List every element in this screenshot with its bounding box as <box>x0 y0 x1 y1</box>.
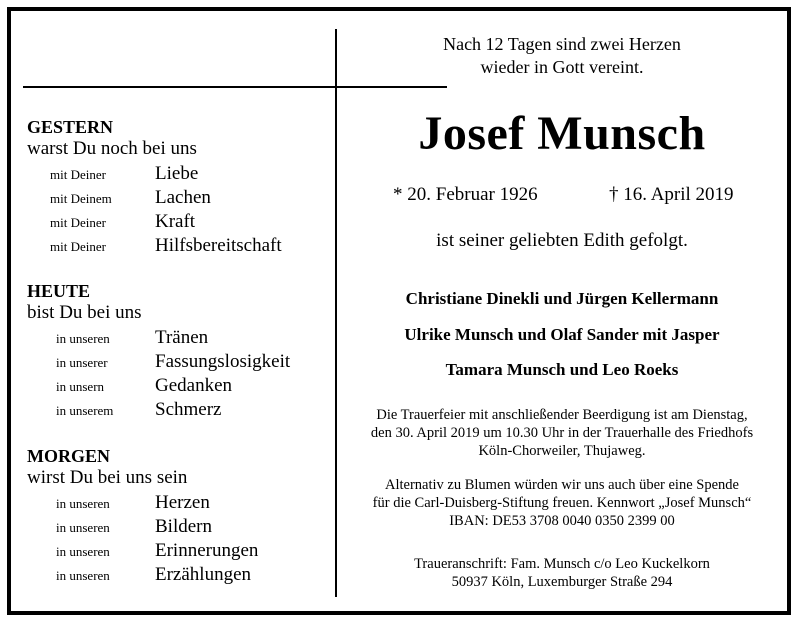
donation-line: IBAN: DE53 3708 0040 0350 2399 00 <box>449 513 675 529</box>
poem-row <box>25 375 325 399</box>
cross-horizontal-line <box>23 86 447 88</box>
relative-line: Tamara Munsch und Leo Roeks <box>445 360 679 379</box>
row-word: Bildern <box>155 516 212 537</box>
row-prefix: in unsern <box>56 379 105 394</box>
poem-row <box>25 351 325 375</box>
deceased-name: Josef Munsch <box>418 107 706 160</box>
address-text <box>337 555 787 591</box>
row-prefix: mit Deinem <box>50 191 112 206</box>
poem-row <box>25 492 325 516</box>
row-word: Tränen <box>155 327 209 348</box>
address-line: 50937 Köln, Luxemburger Straße 294 <box>451 574 673 590</box>
row-word: Schmerz <box>155 399 222 420</box>
row-word: Lachen <box>155 187 211 208</box>
row-prefix: in unseren <box>56 496 110 511</box>
section-title: MORGEN <box>27 446 110 466</box>
life-dates <box>337 183 787 207</box>
address-line: Traueranschrift: Fam. Munsch c/o Leo Kuckelkorn <box>414 556 710 572</box>
row-word: Erzählungen <box>155 564 252 585</box>
row-prefix: in unserem <box>56 403 114 418</box>
donation-line: Alternativ zu Blumen würden wir uns auch über eine Spende <box>385 477 739 493</box>
poem-row <box>25 399 325 423</box>
poem-row <box>25 163 325 187</box>
row-prefix: in unseren <box>56 331 110 346</box>
row-prefix: in unserer <box>56 355 108 370</box>
ceremony-line: den 30. April 2019 um 10.30 Uhr in der Trauerhalle des Friedhofs <box>370 425 754 441</box>
row-prefix: in unseren <box>56 520 110 535</box>
row-word: Herzen <box>155 492 210 513</box>
relative-line: Christiane Dinekli und Jürgen Kellermann <box>405 289 719 308</box>
row-word: Gedanken <box>155 375 233 396</box>
row-word: Erinnerungen <box>155 540 259 561</box>
section-subtitle: warst Du noch bei uns <box>27 138 197 159</box>
intro-text <box>337 33 787 79</box>
donation-line: für die Carl-Duisberg-Stiftung freuen. Kennwort „Josef Munsch“ <box>372 495 752 511</box>
intro-line: wieder in Gott vereint. <box>480 57 644 77</box>
poem-row <box>25 235 325 259</box>
row-prefix: mit Deiner <box>50 215 106 230</box>
birth-date: * 20. Februar 1926 <box>393 184 538 205</box>
poem-row <box>25 564 325 588</box>
row-prefix: in unseren <box>56 568 110 583</box>
ceremony-line: Die Trauerfeier mit anschließender Beerdigung ist am Dienstag, <box>376 407 748 423</box>
row-word: Kraft <box>155 211 196 232</box>
ceremony-line: Köln-Chorweiler, Thujaweg. <box>478 443 646 459</box>
death-date: † 16. April 2019 <box>609 184 734 205</box>
section-subtitle: wirst Du bei uns sein <box>27 467 188 488</box>
poem-row <box>25 540 325 564</box>
row-word: Hilfsbereitschaft <box>155 235 282 256</box>
followed-text: ist seiner geliebten Edith gefolgt. <box>436 230 688 251</box>
obituary-card <box>7 7 791 615</box>
ceremony-text <box>337 406 787 460</box>
row-prefix: mit Deiner <box>50 167 106 182</box>
row-word: Liebe <box>155 163 199 184</box>
section-title: GESTERN <box>27 117 114 137</box>
row-prefix: mit Deiner <box>50 239 106 254</box>
section-subtitle: bist Du bei uns <box>27 302 142 323</box>
row-prefix: in unseren <box>56 544 110 559</box>
poem-row <box>25 516 325 540</box>
intro-line: Nach 12 Tagen sind zwei Herzen <box>443 34 681 54</box>
donation-text <box>337 476 787 530</box>
poem-row <box>25 211 325 235</box>
relative-line: Ulrike Munsch und Olaf Sander mit Jasper <box>404 325 720 344</box>
row-word: Fassungslosigkeit <box>155 351 291 372</box>
poem-row <box>25 187 325 211</box>
section-title: HEUTE <box>27 281 91 301</box>
poem-row <box>25 327 325 351</box>
